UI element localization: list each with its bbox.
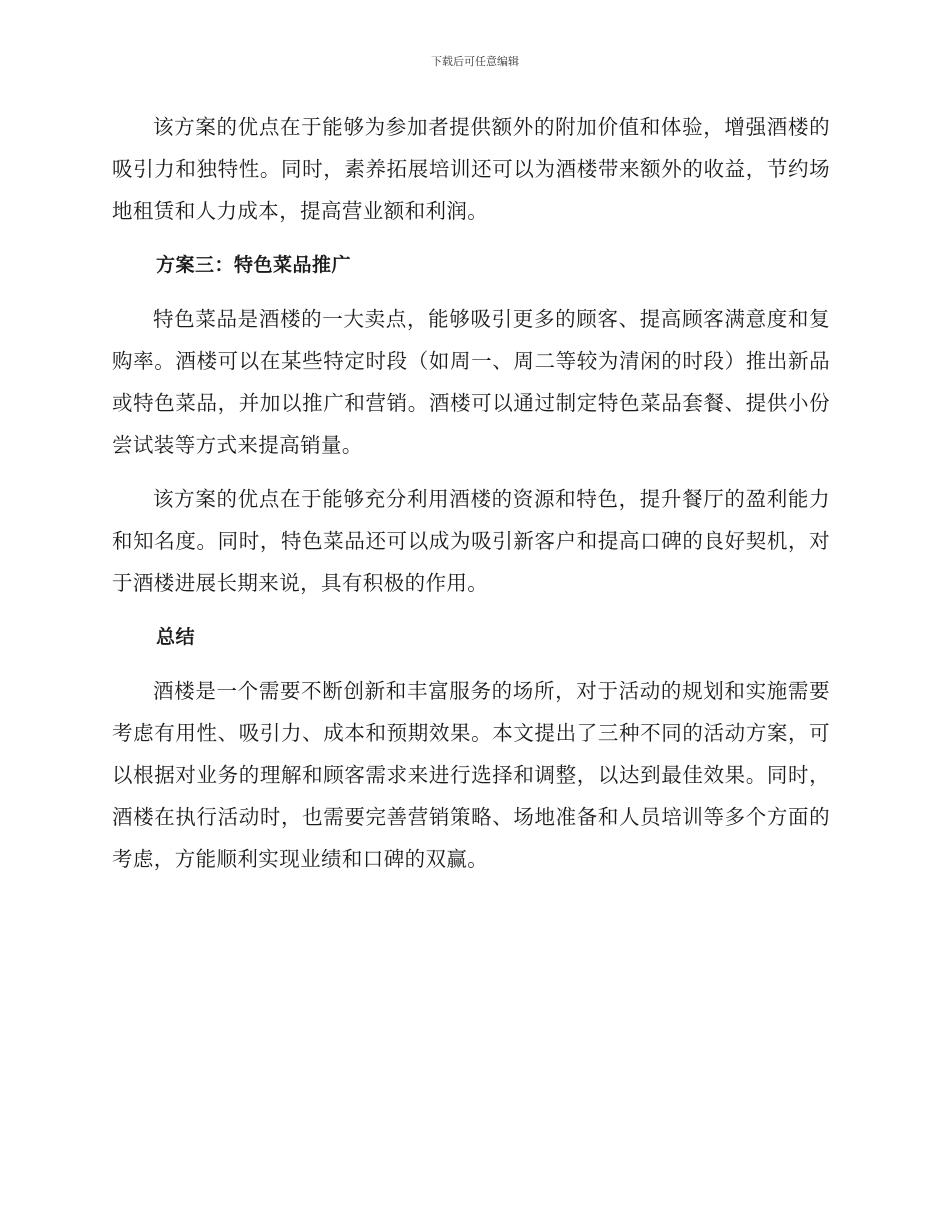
document-body [112,106,830,880]
paragraph-gap [112,286,830,298]
paragraph-plan-two-advantages: 该方案的优点在于能够为参加者提供额外的附加价值和体验，增强酒楼的吸引力和独特性。同时，素养拓展培训还可以为酒楼带来额外的收益，节约场地租赁和人力成本，提高营业额和利润。 [112,115,830,223]
paragraph-gap [112,604,830,616]
paragraph-summary: 酒楼是一个需要不断创新和丰富服务的场所，对于活动的规划和实施需要考虑有用性、吸引力、成本和预期效果。本文提出了三种不同的活动方案，可以根据对业务的理解和顾客需求来进行选择和调整，以达到最佳效果。同时，酒楼在执行活动时，也需要完善营销策略、场地准备和人员培训等多个方面的考虑，方能顺利实现业绩和口碑的双赢。 [112,679,830,871]
paragraph-plan-three-description: 特色菜品是酒楼的一大卖点，能够吸引更多的顾客、提高顾客满意度和复购率。酒楼可以在某些特定时段（如周一、周二等较为清闲的时段）推出新品或特色菜品，并加以推广和营销。酒楼可以通过制定特色菜品套餐、提供小份尝试装等方式来提高销量。 [112,307,830,457]
page-header-note: 下载后可任意编辑 [431,55,519,68]
paragraph-plan-three-advantages: 该方案的优点在于能够充分利用酒楼的资源和特色，提升餐厅的盈利能力和知名度。同时，特色菜品还可以成为吸引新客户和提高口碑的良好契机，对于酒楼进展长期来说，具有积极的作用。 [112,487,830,595]
section-heading-summary: 总结 [156,626,196,648]
section-heading-plan-three: 方案三：特色菜品推广 [156,254,352,276]
paragraph-gap [112,466,830,478]
paragraph-gap [112,232,830,244]
paragraph-gap [112,658,830,670]
